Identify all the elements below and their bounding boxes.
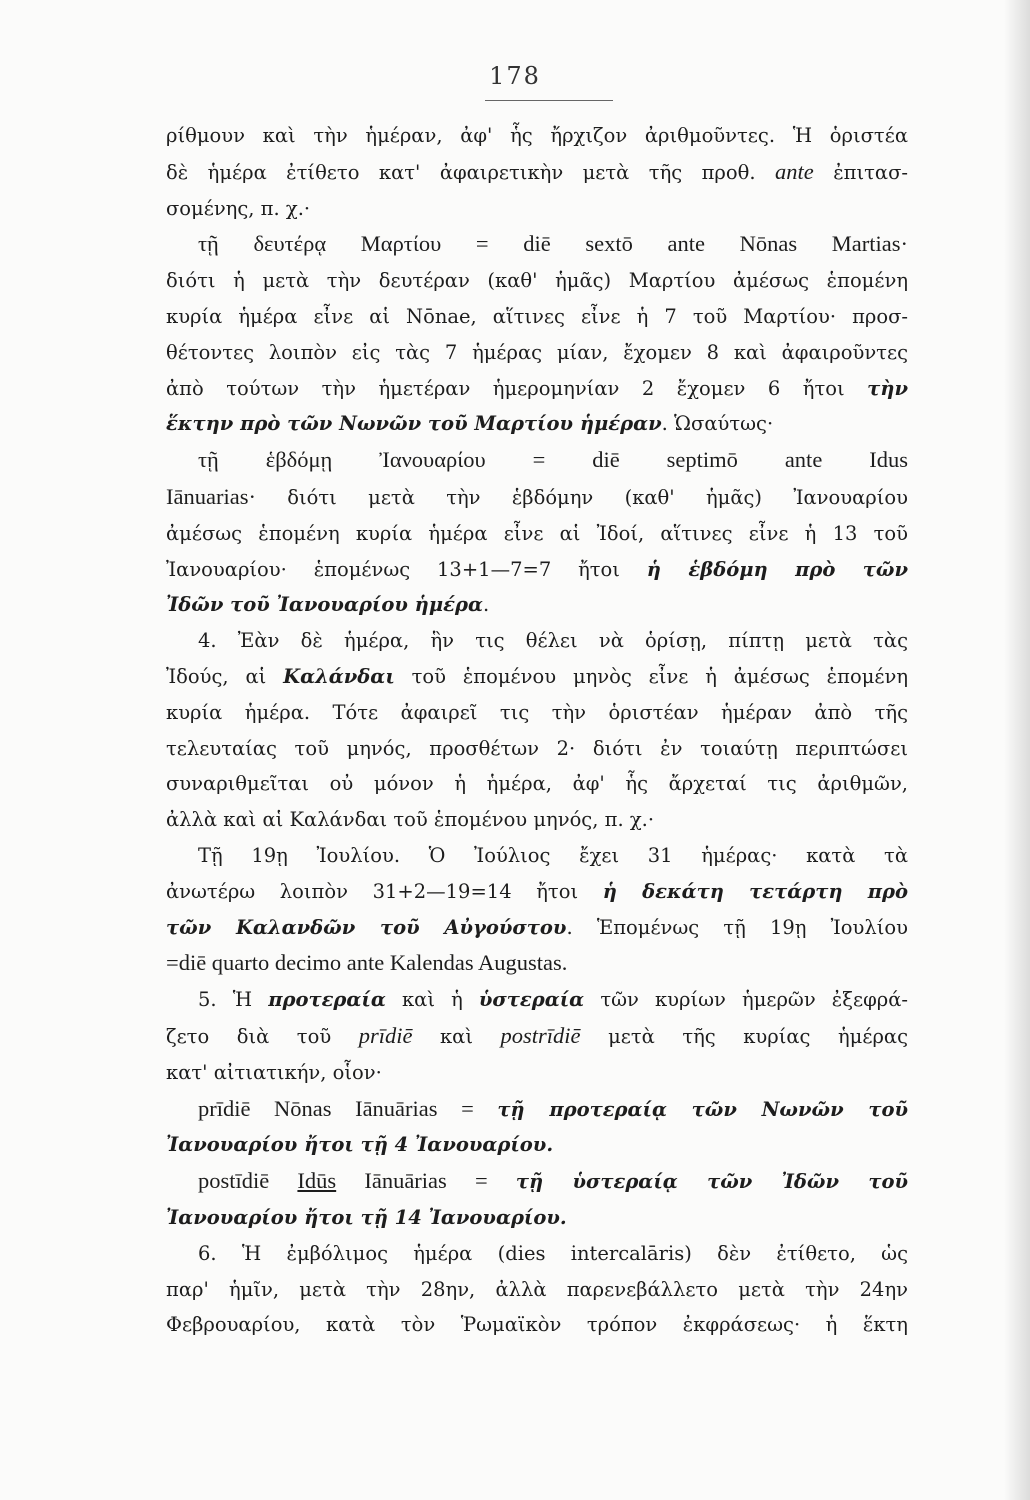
body-text [166,118,908,1343]
text-line: σομένης, π. χ.· [166,196,311,220]
text-line: τῇ δευτέρᾳ Μαρτίου = diē sextō ante Nōnas Martias· [198,231,908,257]
text-line: Ἰδούς, αἱ Καλάνδαι τοῦ ἑπομένου μηνὸς εἶνε ἡ ἀμέσως ἑπομένη [166,664,909,688]
text-line: Ἰδῶν τοῦ Ἰανουαρίου ἡμέρα. [166,593,490,617]
header-rule [485,100,613,101]
text-line: Φεβρουαρίου, κατὰ τὸν Ῥωμαϊκὸν τρόπον ἐκφράσεως· ἡ ἕκτη [166,1313,908,1337]
text-line: τελευταίας τοῦ μηνός, προσθέτων 2· διότι ἐν τοιαύτῃ περιπτώσει [166,736,908,760]
text-line: κυρία ἡμέρα εἶνε αἱ Nōnae, αἵτινες εἶνε ἡ 7 τοῦ Μαρτίου· προσ- [166,304,908,328]
page-edge-shadow [1004,0,1030,1500]
text-line: ἀνωτέρω λοιπὸν 31+2—19=14 ἤτοι ἡ δεκάτη τετάρτη πρὸ [166,879,908,903]
text-line: θέτοντες λοιπὸν εἰς τὰς 7 ἡμέρας μίαν, ἔχομεν 8 καὶ ἀφαιροῦντες [166,340,908,364]
text-line: δὲ ἡμέρα ἐτίθετο κατ' ἀφαιρετικὴν μετὰ τῆς προθ. ante ἐπιτασ- [166,158,908,184]
text-line: 4. Ἐὰν δὲ ἡμέρα, ἣν τις θέλει νὰ ὁρίσῃ, πίπτῃ μετὰ τὰς [198,629,908,653]
text-line: =diē quarto decimo ante Kalendas Augustas. [166,950,568,976]
text-line: ἀλλὰ καὶ αἱ Καλάνδαι τοῦ ἑπομένου μηνός, π. χ.· [166,808,655,832]
text-line: κατ' αἰτιατικήν, οἷον· [166,1060,382,1084]
text-line: Ἰανουαρίου· ἑπομένως 13+1—7=7 ἤτοι ἡ ἑβδόμη πρὸ τῶν [166,557,908,581]
text-line: τῶν Καλανδῶν τοῦ Αὐγούστου. Ἑπομένως τῇ 19ῃ Ἰουλίου [166,915,908,939]
text-line: 5. Ἡ προτεραία καὶ ἡ ὑστεραία τῶν κυρίων ἡμερῶν ἐξεφρά- [198,988,908,1012]
text-line: τῇ ἑβδόμῃ Ἰανουαρίου = diē septimō ante Idus [198,447,908,473]
text-line: ἀμέσως ἑπομένη κυρία ἡμέρα εἶνε αἱ Ἰδοί, αἵτινες εἶνε ἡ 13 τοῦ [166,521,908,545]
page-number: 178 [489,62,541,90]
text-line: ἕκτην πρὸ τῶν Νωνῶν τοῦ Μαρτίου ἡμέραν. Ὡσαύτως· [166,412,774,436]
text-line: ρίθμουν καὶ τὴν ἡμέραν, ἀφ' ἧς ἤρχιζον ἀριθμοῦντες. Ἡ ὁριστέα [166,124,908,147]
text-line: Τῇ 19ῃ Ἰουλίου. Ὁ Ἰούλιος ἔχει 31 ἡμέρας· κατὰ τὰ [198,843,908,867]
text-line: ζετο διὰ τοῦ prīdiē καὶ postrīdiē μετὰ τῆς κυρίας ἡμέρας [166,1022,909,1048]
text-line: παρ' ἡμῖν, μετὰ τὴν 28ην, ἀλλὰ παρενεβάλλετο μετὰ τὴν 24ην [166,1277,908,1301]
text-line: Ἰανουαρίου ἤτοι τῇ 4 Ἰανουαρίου. [166,1133,554,1157]
text-line: prīdiē Nōnas Iānuārias = τῇ προτεραίᾳ τῶν Νωνῶν τοῦ [198,1095,908,1121]
text-line: συναριθμεῖται οὐ μόνον ἡ ἡμέρα, ἀφ' ἧς ἄρχεταί τις ἀριθμῶν, [166,772,908,796]
text-line: postīdiē Idūs Iānuārias = τῇ ὑστεραίᾳ τῶν Ἰδῶν τοῦ [198,1168,908,1194]
text-line: κυρία ἡμέρα. Τότε ἀφαιρεῖ τις τὴν ὁριστέαν ἡμέραν ἀπὸ τῆς [166,700,908,724]
text-line: ἀπὸ τούτων τὴν ἡμετέραν ἡμερομηνίαν 2 ἔχομεν 6 ἤτοι τὴν [166,376,908,400]
text-line: 6. Ἡ ἐμβόλιμος ἡμέρα (dies intercalāris) δὲν ἐτίθετο, ὡς [198,1241,908,1265]
text-line: διότι ἡ μετὰ τὴν δευτέραν (καθ' ἡμᾶς) Μαρτίου ἀμέσως ἑπομένη [166,269,908,293]
text-line: Iānuarias· διότι μετὰ τὴν ἑβδόμην (καθ' ἡμᾶς) Ἰανουαρίου [166,483,908,509]
text-line: Ἰανουαρίου ἤτοι τῇ 14 Ἰανουαρίου. [166,1205,567,1229]
